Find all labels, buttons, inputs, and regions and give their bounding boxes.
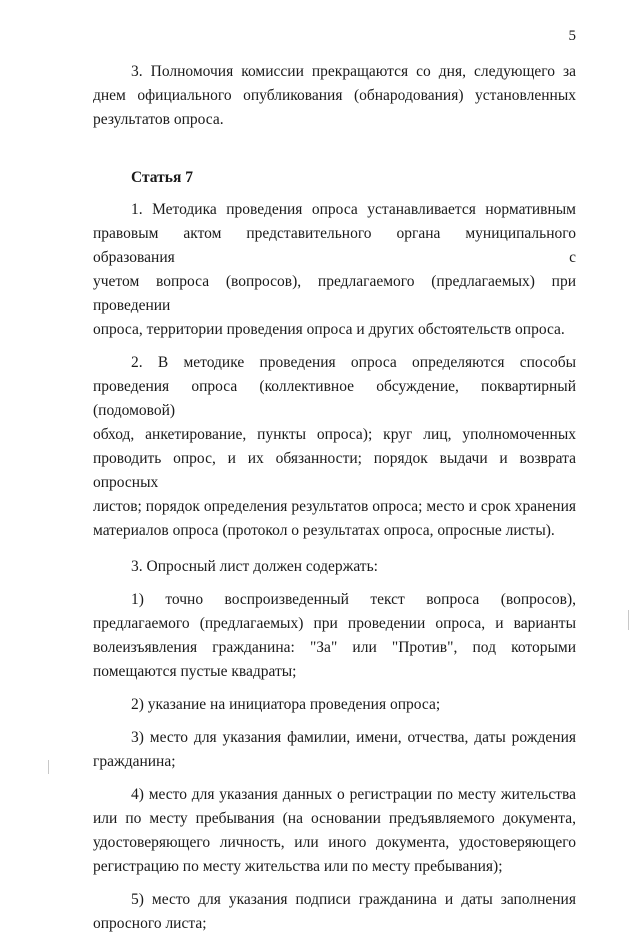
text-line: 5) место для указания подписи гражданина и даты заполнения (131, 891, 576, 908)
text-line: 2) указание на инициатора проведения опроса; (131, 696, 441, 713)
page-content (93, 60, 576, 936)
text-line: 3) место для указания фамилии, имени, отчества, даты рождения (131, 729, 576, 746)
text-line: 3. Опросный лист должен содержать: (131, 558, 378, 575)
list-item-question-text (93, 588, 576, 684)
text-line: опросного листа; (93, 915, 207, 932)
text-line: обход, анкетирование, пункты опроса); круг лиц, уполномоченных (93, 426, 576, 443)
text-line: удостоверяющего личность, или иного документа, удостоверяющего (93, 834, 576, 851)
paragraph-commission-powers (93, 60, 576, 132)
text-line: 2. В методике проведения опроса определяются способы (131, 354, 576, 371)
text-line: помещаются пустые квадраты; (93, 663, 297, 680)
text-line: правовым актом представительного органа муниципального образования с (93, 225, 576, 266)
paragraph-methodology (93, 198, 576, 342)
paragraph-questionnaire (93, 555, 576, 579)
text-line: результатов опроса. (93, 111, 224, 128)
article-heading: Статья 7 (131, 169, 193, 186)
paragraph-methodology-content (93, 351, 576, 543)
text-line: учетом вопроса (вопросов), предлагаемого (предлагаемых) при проведении (93, 273, 576, 314)
text-line: или по месту пребывания (на основании предъявляемого документа, (93, 810, 576, 827)
scan-artifact-left (48, 760, 49, 774)
list-item-full-name (93, 726, 576, 774)
text-line: гражданина; (93, 753, 176, 770)
scan-artifact-right (628, 610, 629, 630)
text-line: днем официального опубликования (обнародования) установленных (93, 87, 576, 104)
text-line: регистрацию по месту жительства или по месту пребывания); (93, 858, 503, 875)
list-item-signature (93, 888, 576, 936)
page-number: 5 (568, 28, 576, 44)
text-line: 1. Методика проведения опроса устанавливается нормативным (131, 201, 576, 218)
text-line: опроса, территории проведения опроса и других обстоятельств опроса. (93, 321, 565, 338)
text-line: листов; порядок определения результатов опроса; место и срок хранения (93, 498, 576, 515)
text-line: предлагаемого (предлагаемых) при проведении опроса, и варианты (93, 615, 576, 632)
list-item-registration (93, 783, 576, 879)
text-line: 3. Полномочия комиссии прекращаются со дня, следующего за (131, 63, 576, 80)
list-item-initiator (93, 693, 576, 717)
text-line: проводить опрос, и их обязанности; порядок выдачи и возврата опросных (93, 450, 576, 491)
text-line: проведения опроса (коллективное обсуждение, поквартирный (подомовой) (93, 378, 576, 419)
text-line: 4) место для указания данных о регистрации по месту жительства (131, 786, 576, 803)
text-line: 1) точно воспроизведенный текст вопроса (вопросов), (131, 591, 576, 608)
text-line: волеизъявления гражданина: "За" или "Против", под которыми (93, 639, 576, 656)
text-line: материалов опроса (протокол о результатах опроса, опросные листы). (93, 522, 555, 539)
